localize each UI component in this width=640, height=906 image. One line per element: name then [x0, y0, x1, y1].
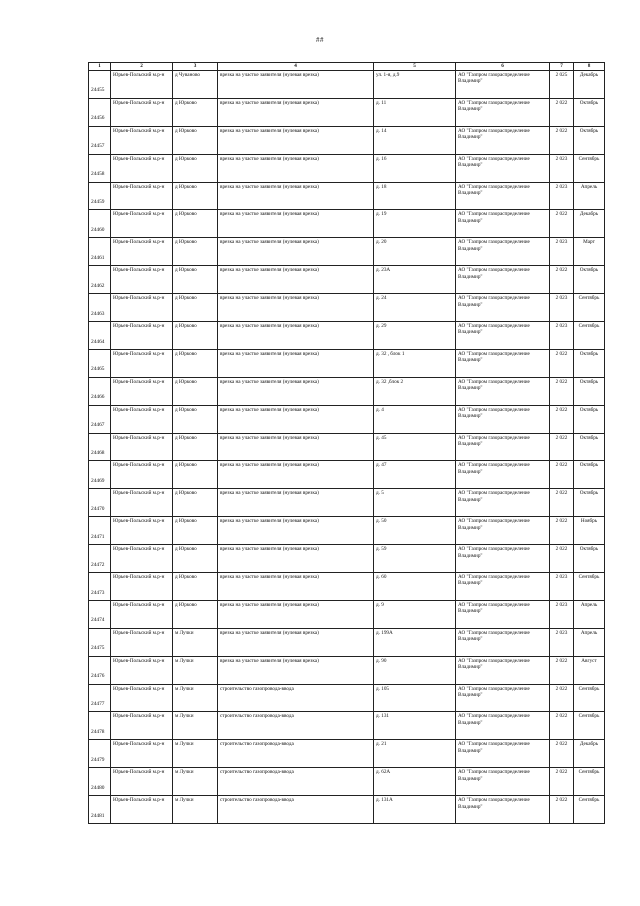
work-type-cell: врезка на участке заявителя (нулевая врезка)	[218, 600, 374, 628]
district-cell: Юрьев-Польский м.р-н	[111, 433, 173, 461]
year-cell: 2 023	[550, 322, 574, 350]
address-cell: ул. 1-я, д.9	[374, 71, 456, 99]
work-type-cell: врезка на участке заявителя (нулевая врезка)	[218, 349, 374, 377]
year-cell: 2 022	[550, 126, 574, 154]
district-cell: Юрьев-Польский м.р-н	[111, 573, 173, 601]
month-cell: Апрель	[574, 600, 605, 628]
organization-cell: АО "Газпром газораспределение Владимир"	[456, 684, 550, 712]
row-number: 24469	[89, 461, 111, 489]
table-row	[89, 126, 605, 154]
year-cell: 2 023	[550, 600, 574, 628]
column-header: 4	[218, 63, 374, 71]
year-cell: 2 022	[550, 684, 574, 712]
district-cell: Юрьев-Польский м.р-н	[111, 322, 173, 350]
row-number: 24455	[89, 71, 111, 99]
district-cell: Юрьев-Польский м.р-н	[111, 238, 173, 266]
year-cell: 2 022	[550, 377, 574, 405]
organization-cell: АО "Газпром газораспределение Владимир"	[456, 600, 550, 628]
work-type-cell: врезка на участке заявителя (нулевая врезка)	[218, 461, 374, 489]
month-cell: Октябрь	[574, 349, 605, 377]
year-cell: 2 023	[550, 573, 574, 601]
address-cell: д. 18	[374, 182, 456, 210]
organization-cell: АО "Газпром газораспределение Владимир"	[456, 377, 550, 405]
month-cell: Сентябрь	[574, 796, 605, 824]
settlement-cell: д Юрково	[173, 98, 218, 126]
district-cell: Юрьев-Польский м.р-н	[111, 126, 173, 154]
year-cell: 2 023	[550, 154, 574, 182]
table-row	[89, 628, 605, 656]
row-number: 24472	[89, 545, 111, 573]
work-type-cell: врезка на участке заявителя (нулевая врезка)	[218, 126, 374, 154]
organization-cell: АО "Газпром газораспределение Владимир"	[456, 796, 550, 824]
settlement-cell: д Юрково	[173, 405, 218, 433]
address-cell: д. 62А	[374, 768, 456, 796]
table-row	[89, 600, 605, 628]
organization-cell: АО "Газпром газораспределение Владимир"	[456, 656, 550, 684]
settlement-cell: д Юрково	[173, 266, 218, 294]
row-number: 24479	[89, 740, 111, 768]
work-type-cell: врезка на участке заявителя (нулевая врезка)	[218, 517, 374, 545]
district-cell: Юрьев-Польский м.р-н	[111, 600, 173, 628]
district-cell: Юрьев-Польский м.р-н	[111, 349, 173, 377]
year-cell: 2 023	[550, 294, 574, 322]
address-cell: д. 131А	[374, 796, 456, 824]
organization-cell: АО "Газпром газораспределение Владимир"	[456, 71, 550, 99]
table-row	[89, 210, 605, 238]
settlement-cell: м Лучки	[173, 712, 218, 740]
row-number: 24481	[89, 796, 111, 824]
work-type-cell: врезка на участке заявителя (нулевая врезка)	[218, 98, 374, 126]
year-cell: 2 022	[550, 768, 574, 796]
year-cell: 2 022	[550, 517, 574, 545]
month-cell: Сентябрь	[574, 154, 605, 182]
work-type-cell: врезка на участке заявителя (нулевая врезка)	[218, 405, 374, 433]
row-number: 24460	[89, 210, 111, 238]
district-cell: Юрьев-Польский м.р-н	[111, 377, 173, 405]
row-number: 24458	[89, 154, 111, 182]
settlement-cell: д Юрково	[173, 600, 218, 628]
table-row	[89, 517, 605, 545]
year-cell: 2 023	[550, 628, 574, 656]
work-type-cell: врезка на участке заявителя (нулевая врезка)	[218, 154, 374, 182]
settlement-cell: м Лучки	[173, 628, 218, 656]
settlement-cell: м Лучки	[173, 768, 218, 796]
settlement-cell: д Чуваново	[173, 71, 218, 99]
address-cell: д. 32 , блок 1	[374, 349, 456, 377]
organization-cell: АО "Газпром газораспределение Владимир"	[456, 768, 550, 796]
organization-cell: АО "Газпром газораспределение Владимир"	[456, 210, 550, 238]
address-cell: д. 60	[374, 573, 456, 601]
row-number: 24478	[89, 712, 111, 740]
table-row	[89, 71, 605, 99]
address-cell: д. 23А	[374, 266, 456, 294]
month-cell: Октябрь	[574, 545, 605, 573]
settlement-cell: м Лучки	[173, 796, 218, 824]
organization-cell: АО "Газпром газораспределение Владимир"	[456, 238, 550, 266]
district-cell: Юрьев-Польский м.р-н	[111, 684, 173, 712]
district-cell: Юрьев-Польский м.р-н	[111, 294, 173, 322]
column-header: 7	[550, 63, 574, 71]
settlement-cell: д Юрково	[173, 489, 218, 517]
row-number: 24471	[89, 517, 111, 545]
work-type-cell: строительство газопровода-ввода	[218, 684, 374, 712]
organization-cell: АО "Газпром газораспределение Владимир"	[456, 433, 550, 461]
settlement-cell: д Юрково	[173, 349, 218, 377]
table-row	[89, 656, 605, 684]
district-cell: Юрьев-Польский м.р-н	[111, 461, 173, 489]
address-cell: д. 199А	[374, 628, 456, 656]
table-row	[89, 154, 605, 182]
organization-cell: АО "Газпром газораспределение Владимир"	[456, 545, 550, 573]
row-number: 24474	[89, 600, 111, 628]
month-cell: Сентябрь	[574, 294, 605, 322]
district-cell: Юрьев-Польский м.р-н	[111, 210, 173, 238]
work-type-cell: строительство газопровода-ввода	[218, 740, 374, 768]
work-type-cell: врезка на участке заявителя (нулевая врезка)	[218, 628, 374, 656]
settlement-cell: д Юрково	[173, 461, 218, 489]
settlement-cell: д Юрково	[173, 433, 218, 461]
table-header-row	[89, 63, 605, 71]
work-type-cell: врезка на участке заявителя (нулевая врезка)	[218, 266, 374, 294]
address-cell: д. 5	[374, 489, 456, 517]
month-cell: Октябрь	[574, 98, 605, 126]
year-cell: 2 022	[550, 405, 574, 433]
year-cell: 2 022	[550, 98, 574, 126]
column-header: 1	[89, 63, 111, 71]
address-cell: д. 14	[374, 126, 456, 154]
year-cell: 2 022	[550, 266, 574, 294]
year-cell: 2 022	[550, 712, 574, 740]
address-cell: д. 90	[374, 656, 456, 684]
row-number: 24475	[89, 628, 111, 656]
year-cell: 2 022	[550, 461, 574, 489]
address-cell: д. 32 ,блок 2	[374, 377, 456, 405]
district-cell: Юрьев-Польский м.р-н	[111, 98, 173, 126]
organization-cell: АО "Газпром газораспределение Владимир"	[456, 182, 550, 210]
organization-cell: АО "Газпром газораспределение Владимир"	[456, 126, 550, 154]
address-cell: д. 47	[374, 461, 456, 489]
address-cell: д. 4	[374, 405, 456, 433]
settlement-cell: д Юрково	[173, 545, 218, 573]
address-cell: д. 16	[374, 154, 456, 182]
row-number: 24476	[89, 656, 111, 684]
settlement-cell: д Юрково	[173, 210, 218, 238]
address-cell: д. 20	[374, 238, 456, 266]
month-cell: Декабрь	[574, 210, 605, 238]
district-cell: Юрьев-Польский м.р-н	[111, 266, 173, 294]
settlement-cell: д Юрково	[173, 238, 218, 266]
work-type-cell: врезка на участке заявителя (нулевая врезка)	[218, 322, 374, 350]
organization-cell: АО "Газпром газораспределение Владимир"	[456, 517, 550, 545]
row-number: 24473	[89, 573, 111, 601]
settlement-cell: м Лучки	[173, 684, 218, 712]
year-cell: 2 025	[550, 71, 574, 99]
work-type-cell: врезка на участке заявителя (нулевая врезка)	[218, 210, 374, 238]
month-cell: Декабрь	[574, 71, 605, 99]
address-cell: д. 45	[374, 433, 456, 461]
month-cell: Март	[574, 238, 605, 266]
settlement-cell: м Лучки	[173, 656, 218, 684]
settlement-cell: д Юрково	[173, 294, 218, 322]
organization-cell: АО "Газпром газораспределение Владимир"	[456, 154, 550, 182]
work-type-cell: строительство газопровода-ввода	[218, 768, 374, 796]
organization-cell: АО "Газпром газораспределение Владимир"	[456, 573, 550, 601]
table-row	[89, 405, 605, 433]
address-cell: д. 29	[374, 322, 456, 350]
row-number: 24461	[89, 238, 111, 266]
row-number: 24468	[89, 433, 111, 461]
year-cell: 2 023	[550, 238, 574, 266]
address-cell: д. 11	[374, 98, 456, 126]
column-header: 6	[456, 63, 550, 71]
year-cell: 2 022	[550, 796, 574, 824]
district-cell: Юрьев-Польский м.р-н	[111, 405, 173, 433]
district-cell: Юрьев-Польский м.р-н	[111, 545, 173, 573]
settlement-cell: д Юрково	[173, 573, 218, 601]
table-row	[89, 433, 605, 461]
row-number: 24465	[89, 349, 111, 377]
table-row	[89, 740, 605, 768]
month-cell: Апрель	[574, 182, 605, 210]
work-type-cell: врезка на участке заявителя (нулевая врезка)	[218, 656, 374, 684]
row-number: 24456	[89, 98, 111, 126]
settlement-cell: д Юрково	[173, 126, 218, 154]
table-row	[89, 796, 605, 824]
district-cell: Юрьев-Польский м.р-н	[111, 768, 173, 796]
month-cell: Сентябрь	[574, 712, 605, 740]
address-cell: д. 21	[374, 740, 456, 768]
address-cell: д. 9	[374, 600, 456, 628]
table-row	[89, 266, 605, 294]
organization-cell: АО "Газпром газораспределение Владимир"	[456, 712, 550, 740]
year-cell: 2 022	[550, 489, 574, 517]
district-cell: Юрьев-Польский м.р-н	[111, 517, 173, 545]
work-type-cell: врезка на участке заявителя (нулевая врезка)	[218, 238, 374, 266]
row-number: 24467	[89, 405, 111, 433]
district-cell: Юрьев-Польский м.р-н	[111, 71, 173, 99]
address-cell: д. 24	[374, 294, 456, 322]
work-type-cell: врезка на участке заявителя (нулевая врезка)	[218, 71, 374, 99]
table-row	[89, 712, 605, 740]
row-number: 24462	[89, 266, 111, 294]
table-row	[89, 322, 605, 350]
month-cell: Сентябрь	[574, 684, 605, 712]
settlement-cell: м Лучки	[173, 740, 218, 768]
organization-cell: АО "Газпром газораспределение Владимир"	[456, 294, 550, 322]
table-row	[89, 573, 605, 601]
table-row	[89, 349, 605, 377]
year-cell: 2 022	[550, 210, 574, 238]
table-row	[89, 182, 605, 210]
work-type-cell: врезка на участке заявителя (нулевая врезка)	[218, 294, 374, 322]
work-type-cell: врезка на участке заявителя (нулевая врезка)	[218, 433, 374, 461]
district-cell: Юрьев-Польский м.р-н	[111, 154, 173, 182]
address-cell: д. 50	[374, 517, 456, 545]
column-header: 5	[374, 63, 456, 71]
column-header: 3	[173, 63, 218, 71]
year-cell: 2 022	[550, 349, 574, 377]
district-cell: Юрьев-Польский м.р-н	[111, 712, 173, 740]
table-row	[89, 238, 605, 266]
row-number: 24463	[89, 294, 111, 322]
work-type-cell: врезка на участке заявителя (нулевая врезка)	[218, 573, 374, 601]
work-type-cell: врезка на участке заявителя (нулевая врезка)	[218, 545, 374, 573]
column-header: 2	[111, 63, 173, 71]
settlement-cell: д Юрково	[173, 517, 218, 545]
district-cell: Юрьев-Польский м.р-н	[111, 182, 173, 210]
table-row	[89, 684, 605, 712]
organization-cell: АО "Газпром газораспределение Владимир"	[456, 740, 550, 768]
page-number: ##	[316, 36, 324, 44]
row-number: 24459	[89, 182, 111, 210]
settlement-cell: д Юрково	[173, 377, 218, 405]
district-cell: Юрьев-Польский м.р-н	[111, 628, 173, 656]
organization-cell: АО "Газпром газораспределение Владимир"	[456, 349, 550, 377]
table-row	[89, 294, 605, 322]
row-number: 24457	[89, 126, 111, 154]
row-number: 24477	[89, 684, 111, 712]
month-cell: Октябрь	[574, 405, 605, 433]
month-cell: Август	[574, 656, 605, 684]
year-cell: 2 022	[550, 740, 574, 768]
work-type-cell: строительство газопровода-ввода	[218, 796, 374, 824]
year-cell: 2 022	[550, 545, 574, 573]
month-cell: Сентябрь	[574, 768, 605, 796]
table-row	[89, 768, 605, 796]
table-row	[89, 489, 605, 517]
district-cell: Юрьев-Польский м.р-н	[111, 656, 173, 684]
month-cell: Октябрь	[574, 489, 605, 517]
address-cell: д. 59	[374, 545, 456, 573]
table-row	[89, 98, 605, 126]
year-cell: 2 023	[550, 182, 574, 210]
month-cell: Октябрь	[574, 126, 605, 154]
register-table	[88, 62, 605, 824]
table-row	[89, 461, 605, 489]
work-type-cell: строительство газопровода-ввода	[218, 712, 374, 740]
row-number: 24480	[89, 768, 111, 796]
month-cell: Апрель	[574, 628, 605, 656]
organization-cell: АО "Газпром газораспределение Владимир"	[456, 628, 550, 656]
month-cell: Октябрь	[574, 266, 605, 294]
organization-cell: АО "Газпром газораспределение Владимир"	[456, 266, 550, 294]
column-header: 8	[574, 63, 605, 71]
row-number: 24464	[89, 322, 111, 350]
work-type-cell: врезка на участке заявителя (нулевая врезка)	[218, 377, 374, 405]
settlement-cell: д Юрково	[173, 154, 218, 182]
settlement-cell: д Юрково	[173, 322, 218, 350]
district-cell: Юрьев-Польский м.р-н	[111, 740, 173, 768]
year-cell: 2 022	[550, 433, 574, 461]
month-cell: Октябрь	[574, 377, 605, 405]
month-cell: Октябрь	[574, 461, 605, 489]
district-cell: Юрьев-Польский м.р-н	[111, 489, 173, 517]
district-cell: Юрьев-Польский м.р-н	[111, 796, 173, 824]
organization-cell: АО "Газпром газораспределение Владимир"	[456, 98, 550, 126]
table-row	[89, 545, 605, 573]
month-cell: Сентябрь	[574, 573, 605, 601]
address-cell: д. 131	[374, 712, 456, 740]
table-row	[89, 377, 605, 405]
organization-cell: АО "Газпром газораспределение Владимир"	[456, 489, 550, 517]
address-cell: д. 19	[374, 210, 456, 238]
month-cell: Декабрь	[574, 740, 605, 768]
month-cell: Сентябрь	[574, 322, 605, 350]
work-type-cell: врезка на участке заявителя (нулевая врезка)	[218, 182, 374, 210]
organization-cell: АО "Газпром газораспределение Владимир"	[456, 322, 550, 350]
month-cell: Ноябрь	[574, 517, 605, 545]
organization-cell: АО "Газпром газораспределение Владимир"	[456, 461, 550, 489]
month-cell: Октябрь	[574, 433, 605, 461]
year-cell: 2 022	[550, 656, 574, 684]
settlement-cell: д Юрково	[173, 182, 218, 210]
work-type-cell: врезка на участке заявителя (нулевая врезка)	[218, 489, 374, 517]
organization-cell: АО "Газпром газораспределение Владимир"	[456, 405, 550, 433]
address-cell: д. 105	[374, 684, 456, 712]
row-number: 24470	[89, 489, 111, 517]
row-number: 24466	[89, 377, 111, 405]
